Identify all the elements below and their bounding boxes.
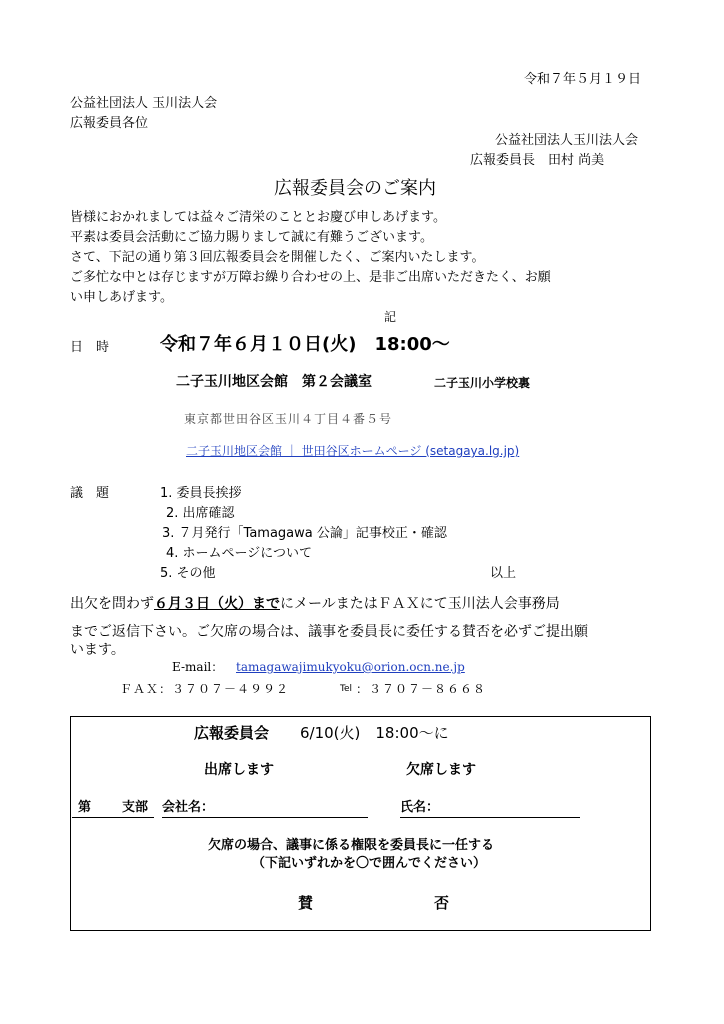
agenda-item: 2. 出席確認 [166,506,235,521]
absent-option[interactable]: 欠席します [406,762,476,778]
body-line: い申しあげます。 [70,290,173,305]
agenda-item: 3. ７月発行「Tamagawa 公論」記事校正・確認 [162,526,447,541]
reply-instruction-line3: います。 [70,642,125,658]
body-line: 皆様におかれましては益々ご清栄のこととお慶び申しあげます。 [70,210,446,225]
agenda-end: 以上 [490,566,517,581]
branch-field-line[interactable] [72,817,154,818]
reply-instruction-line2: までご返信下さい。ご欠席の場合は、議事を委員長に委任する賛否を必ずご提出願 [70,624,588,640]
venue-name: 二子玉川地区会館 第２会議室 [176,374,372,390]
agenda-item: 4. ホームページについて [166,546,313,561]
branch-label: 支部 [122,800,149,815]
proxy-instruction: 欠席の場合、議事に係る権限を委員長に一任する [208,838,495,853]
reply-suffix: にメールまたはＦＡＸにて玉川法人会事務局 [280,596,560,612]
tel-number: ：３７０７－８６６８ [356,682,487,696]
document-title: 広報委員会のご案内 [274,178,436,199]
reply-deadline: ６月３日（火）まで [154,596,280,612]
agenda-label: 議 題 [70,486,110,501]
body-line: さて、下記の通り第３回広報委員会を開催したく、ご案内いたします。 [70,250,485,265]
recipient: 広報委員各位 [70,116,149,131]
proxy-note: （下記いずれかを〇で囲んでください） [252,856,487,871]
document-date: 令和７年５月１９日 [524,72,642,87]
venue-note: 二子玉川小学校裏 [434,376,531,390]
email-label: E-mail： [172,660,224,674]
form-title-datetime: 6/10(火) 18:00～に [300,724,449,742]
tel-label: Tel [340,684,353,694]
sender-organization: 公益社団法人玉川法人会 [495,133,639,148]
form-title: 広報委員会 [194,724,270,742]
approve-option[interactable]: 賛 [298,894,314,912]
reply-form-box [70,716,651,931]
branch-number-label: 第 [78,800,92,815]
attend-option[interactable]: 出席します [204,762,274,778]
agenda-item: 1. 委員長挨拶 [160,486,242,501]
fax-number: ＦＡＸ：３７０７－４９９２ [120,682,290,696]
company-field-line[interactable] [162,817,368,818]
company-label: 会社名： [162,800,215,815]
body-line: ご多忙な中とは存じますが万障お繰り合わせの上、是非ご出席いただきたく、お願 [70,270,551,285]
venue-link[interactable]: 二子玉川地区会館 ｜ 世田谷区ホームページ (setagaya.lg.jp) [186,444,520,458]
meeting-datetime: 令和７年６月１０日(火) 18:00～ [160,334,450,355]
ki-marker: 記 [384,310,397,324]
reply-prefix: 出欠を問わず [70,596,154,612]
body-line: 平素は委員会活動にご協力賜りまして誠に有難うございます。 [70,230,433,245]
date-label: 日 時 [70,340,110,355]
name-field-line[interactable] [400,817,580,818]
venue-address: 東京都世田谷区玉川４丁目４番５号 [184,412,393,426]
sender: 広報委員長 田村 尚美 [470,153,605,168]
name-label: 氏名： [400,800,440,815]
email-address[interactable]: tamagawajimukyoku@orion.ocn.ne.jp [236,660,465,674]
agenda-item: 5. その他 [160,566,216,581]
recipient-organization: 公益社団法人 玉川法人会 [70,96,218,111]
disapprove-option[interactable]: 否 [434,894,450,912]
reply-instruction-line1 [70,596,560,613]
